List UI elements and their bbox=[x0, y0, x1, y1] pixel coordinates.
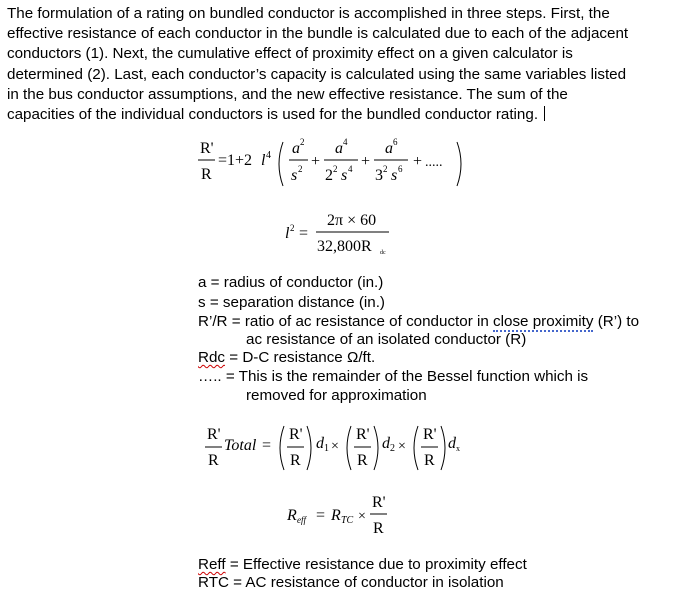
eq3-paren-1-left bbox=[280, 426, 284, 470]
equation-total-ratio bbox=[205, 422, 475, 479]
eq2-numerator: 2π × 60 bbox=[327, 212, 377, 229]
eq3-f3-den: R bbox=[424, 452, 435, 469]
def-ratio-c: (R’) to bbox=[593, 313, 640, 330]
eq3-paren-2-left bbox=[347, 426, 351, 470]
equation-effective-resistance bbox=[287, 490, 402, 545]
eq1-term1-num: a bbox=[292, 140, 300, 157]
eq1-term1-num-exp: 2 bbox=[300, 137, 305, 147]
eq1-term1-den-exp: 2 bbox=[298, 164, 303, 174]
eq3-paren-1-right bbox=[307, 426, 311, 470]
eq2-equals: = bbox=[299, 225, 309, 242]
eq2-denominator: 32,800R bbox=[317, 238, 372, 255]
eq4-rtc: R bbox=[331, 507, 341, 524]
eq1-plus: + bbox=[311, 153, 321, 170]
eq3-d2-sub: 2 bbox=[390, 443, 395, 454]
eq1-l: l bbox=[261, 152, 266, 169]
intro-line: The formulation of a rating on bundled conductor is accomplished in three steps. First, the bbox=[7, 5, 610, 22]
eq1-term2-den-s: s bbox=[341, 167, 348, 184]
intro-line: effective resistance of each conductor in the bundle is calculated due to each of the adjacent bbox=[7, 25, 629, 43]
def-ratio-continued: ac resistance of an isolated conductor (R) bbox=[246, 331, 527, 348]
eq1-term3-num-exp: 6 bbox=[393, 137, 398, 147]
def-rdc bbox=[198, 349, 375, 368]
eq2-denominator-sub: dc bbox=[380, 250, 386, 256]
equation-proximity-ratio bbox=[195, 138, 475, 195]
eq4-f-den: R bbox=[373, 520, 384, 537]
eq3-total: Total bbox=[224, 437, 257, 454]
eq2-l-exp: 2 bbox=[290, 223, 295, 233]
intro-line: determined (2). Last, each conductor’s capacity is calculated using the same variables listed bbox=[7, 65, 627, 83]
eq3-paren-3-right bbox=[441, 426, 445, 470]
equation-l-squared bbox=[285, 210, 405, 263]
intro-line bbox=[7, 105, 677, 125]
eq1-plus: + bbox=[361, 153, 371, 170]
def-ratio-proximity: close proximity bbox=[493, 313, 594, 330]
eq4-rtc-sub: TC bbox=[341, 515, 354, 526]
eq3-equals: = bbox=[262, 437, 272, 454]
eq1-term2-num: a bbox=[335, 140, 343, 157]
eq1-term3-den-s-exp: 6 bbox=[398, 164, 403, 174]
eq1-right-paren bbox=[457, 142, 461, 186]
eq3-d1: d bbox=[316, 435, 324, 452]
def-rdc-text: = D-C resistance Ω/ft. bbox=[225, 349, 376, 366]
eq1-term3-den-s: s bbox=[391, 167, 398, 184]
eq1-plus: + bbox=[413, 153, 423, 170]
eq1-l-exponent: 4 bbox=[266, 150, 271, 161]
def-ratio bbox=[198, 313, 639, 332]
eq4-reff-sub: eff bbox=[297, 515, 306, 525]
eq3-f2-num: R' bbox=[356, 426, 370, 443]
eq3-f1-num: R' bbox=[289, 426, 303, 443]
intro-paragraph[interactable] bbox=[7, 4, 677, 125]
eq3-d1-sub: 1 bbox=[324, 443, 329, 454]
def-a: a = radius of conductor (in.) bbox=[198, 274, 384, 291]
eq1-term3-num: a bbox=[385, 140, 393, 157]
eq1-term3-den-coef-exp: 2 bbox=[383, 164, 388, 174]
intro-line: in the bus conductor assumptions, and the new effective resistance. The sum of the bbox=[7, 85, 568, 103]
eq3-f2-den: R bbox=[357, 452, 368, 469]
eq3-times: × bbox=[331, 439, 339, 454]
def-rtc: RTC = AC resistance of conductor in isolation bbox=[198, 574, 504, 591]
eq1-term2-den-s-exp: 4 bbox=[348, 164, 353, 174]
eq3-f3-num: R' bbox=[423, 426, 437, 443]
intro-line: conductors (1). Next, the cumulative effect of proximity effect on a given calculator is bbox=[7, 45, 573, 63]
eq4-times: × bbox=[358, 509, 366, 524]
eq3-paren-2-right bbox=[374, 426, 378, 470]
eq3-dx-sub: x bbox=[456, 444, 460, 453]
def-bessel: ….. = This is the remainder of the Bessel function which is bbox=[198, 368, 589, 385]
def-bessel-continued: removed for approximation bbox=[246, 387, 427, 404]
def-ratio-a: R’/R = ratio of ac resistance of conductor in bbox=[198, 313, 494, 330]
eq1-one-plus-two: =1+2 bbox=[218, 152, 253, 169]
eq4-reff: R bbox=[287, 507, 297, 524]
def-reff bbox=[198, 556, 527, 575]
eq1-lhs-denominator: R bbox=[201, 166, 212, 183]
intro-line-text: capacities of the individual conductors is used for the bundled conductor rating. bbox=[7, 106, 539, 124]
eq1-lhs-numerator: R' bbox=[200, 140, 214, 157]
def-rdc-symbol: Rdc bbox=[198, 349, 226, 366]
eq4-equals: = bbox=[316, 507, 326, 524]
eq1-dots: ..... bbox=[425, 155, 443, 170]
def-reff-text: = Effective resistance due to proximity effect bbox=[225, 556, 527, 573]
eq4-f-num: R' bbox=[372, 494, 386, 511]
eq2-l: l bbox=[285, 225, 290, 242]
def-reff-symbol: Reff bbox=[198, 556, 226, 573]
eq1-left-paren bbox=[279, 142, 283, 186]
eq3-lhs-den: R bbox=[208, 452, 219, 469]
eq3-paren-3-left bbox=[414, 426, 418, 470]
eq1-term2-num-exp: 4 bbox=[343, 137, 348, 147]
eq1-term3-den-coef: 3 bbox=[375, 167, 383, 184]
eq1-term1-den: s bbox=[291, 167, 298, 184]
eq3-dx: d bbox=[448, 435, 456, 452]
eq1-term2-den-coef-exp: 2 bbox=[333, 164, 338, 174]
eq3-f1-den: R bbox=[290, 452, 301, 469]
eq3-times: × bbox=[398, 439, 406, 454]
eq3-d2: d bbox=[382, 435, 390, 452]
text-cursor bbox=[544, 106, 545, 121]
eq1-term2-den-coef: 2 bbox=[325, 167, 333, 184]
def-s: s = separation distance (in.) bbox=[198, 294, 385, 311]
eq3-lhs-num: R' bbox=[207, 426, 221, 443]
